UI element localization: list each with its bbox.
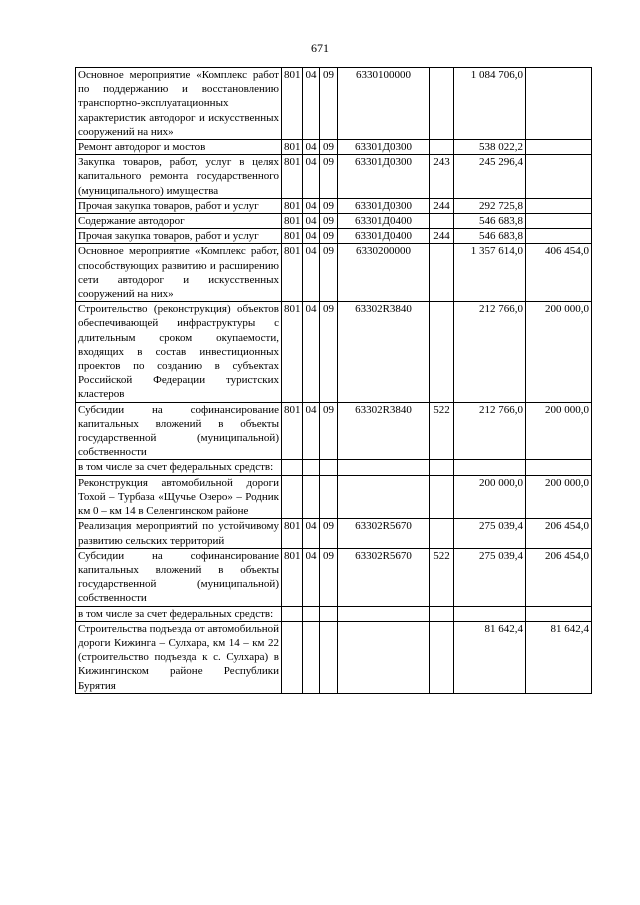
expense-type-cell: 522 xyxy=(430,402,454,460)
expense-type-cell xyxy=(430,68,454,140)
ministry-code-cell: 801 xyxy=(282,244,303,302)
ministry-code-cell xyxy=(282,606,303,621)
table-row xyxy=(76,606,592,621)
total-amount-cell: 212 766,0 xyxy=(454,302,526,402)
subsection-code-cell xyxy=(320,606,338,621)
section-code-cell: 04 xyxy=(303,229,320,244)
total-amount-cell: 275 039,4 xyxy=(454,519,526,548)
budget-table xyxy=(75,67,592,694)
target-article-cell: 6330100000 xyxy=(338,68,430,140)
section-code-cell: 04 xyxy=(303,68,320,140)
row-name-cell: Прочая закупка товаров, работ и услуг xyxy=(76,229,282,244)
table-row xyxy=(76,155,592,199)
subsection-code-cell xyxy=(320,460,338,475)
federal-amount-cell xyxy=(526,606,592,621)
total-amount-cell xyxy=(454,460,526,475)
table-row xyxy=(76,140,592,155)
federal-amount-cell xyxy=(526,140,592,155)
total-amount-cell: 200 000,0 xyxy=(454,475,526,519)
total-amount-cell xyxy=(454,606,526,621)
federal-amount-cell: 81 642,4 xyxy=(526,621,592,693)
federal-amount-cell xyxy=(526,460,592,475)
target-article-cell: 63301Д0300 xyxy=(338,140,430,155)
table-row xyxy=(76,244,592,302)
total-amount-cell: 292 725,8 xyxy=(454,198,526,213)
section-code-cell xyxy=(303,606,320,621)
row-name-cell: Содержание автодорог xyxy=(76,214,282,229)
row-name-cell: Прочая закупка товаров, работ и услуг xyxy=(76,198,282,213)
row-name-cell: Строительства подъезда от автомобильной дороги Кижинга – Сулхара, км 14 – км 22 (строительство подъезда к с. Сулхара) в Кижингинском районе Республики Бурятия xyxy=(76,621,282,693)
federal-amount-cell xyxy=(526,155,592,199)
subsection-code-cell: 09 xyxy=(320,302,338,402)
table-row xyxy=(76,475,592,519)
row-name-cell: Ремонт автодорог и мостов xyxy=(76,140,282,155)
table-row xyxy=(76,621,592,693)
subsection-code-cell: 09 xyxy=(320,244,338,302)
section-code-cell: 04 xyxy=(303,519,320,548)
total-amount-cell: 1 357 614,0 xyxy=(454,244,526,302)
ministry-code-cell: 801 xyxy=(282,548,303,606)
expense-type-cell xyxy=(430,475,454,519)
subsection-code-cell: 09 xyxy=(320,140,338,155)
target-article-cell: 63301Д0400 xyxy=(338,229,430,244)
expense-type-cell: 243 xyxy=(430,155,454,199)
federal-amount-cell xyxy=(526,229,592,244)
ministry-code-cell: 801 xyxy=(282,402,303,460)
expense-type-cell xyxy=(430,606,454,621)
subsection-code-cell xyxy=(320,621,338,693)
total-amount-cell: 245 296,4 xyxy=(454,155,526,199)
target-article-cell: 63302R5670 xyxy=(338,548,430,606)
table-row xyxy=(76,548,592,606)
table-row xyxy=(76,302,592,402)
ministry-code-cell: 801 xyxy=(282,198,303,213)
federal-amount-cell: 200 000,0 xyxy=(526,475,592,519)
ministry-code-cell xyxy=(282,475,303,519)
target-article-cell: 63301Д0300 xyxy=(338,155,430,199)
row-name-cell: Строительство (реконструкция) объектов обеспечивающей инфраструктуры с длительным сроком окупаемости, входящих в состав инвестиционных проектов по созданию в субъектах Российской Федерации туристских кластеров xyxy=(76,302,282,402)
target-article-cell xyxy=(338,460,430,475)
expense-type-cell xyxy=(430,244,454,302)
federal-amount-cell xyxy=(526,214,592,229)
federal-amount-cell xyxy=(526,68,592,140)
subsection-code-cell: 09 xyxy=(320,519,338,548)
federal-amount-cell: 200 000,0 xyxy=(526,402,592,460)
table-row xyxy=(76,214,592,229)
row-name-cell: в том числе за счет федеральных средств: xyxy=(76,606,282,621)
total-amount-cell: 1 084 706,0 xyxy=(454,68,526,140)
subsection-code-cell: 09 xyxy=(320,198,338,213)
subsection-code-cell: 09 xyxy=(320,548,338,606)
expense-type-cell xyxy=(430,140,454,155)
section-code-cell xyxy=(303,475,320,519)
federal-amount-cell: 406 454,0 xyxy=(526,244,592,302)
total-amount-cell: 546 683,8 xyxy=(454,229,526,244)
target-article-cell: 63302R3840 xyxy=(338,302,430,402)
expense-type-cell xyxy=(430,460,454,475)
budget-table-body xyxy=(76,68,592,694)
ministry-code-cell: 801 xyxy=(282,68,303,140)
table-row xyxy=(76,402,592,460)
expense-type-cell xyxy=(430,302,454,402)
table-row xyxy=(76,519,592,548)
section-code-cell: 04 xyxy=(303,244,320,302)
row-name-cell: Реализация мероприятий по устойчивому развитию сельских территорий xyxy=(76,519,282,548)
expense-type-cell xyxy=(430,621,454,693)
row-name-cell: в том числе за счет федеральных средств: xyxy=(76,460,282,475)
row-name-cell: Основное мероприятие «Комплекс работ по поддержанию и восстановлению транспортно-эксплуатационных характеристик автодорог и искусственных сооружений на них» xyxy=(76,68,282,140)
federal-amount-cell: 206 454,0 xyxy=(526,519,592,548)
section-code-cell: 04 xyxy=(303,198,320,213)
subsection-code-cell: 09 xyxy=(320,155,338,199)
row-name-cell: Реконструкция автомобильной дороги Тохой – Турбаза «Щучье Озеро» – Родник км 0 – км 14 в Селенгинском районе xyxy=(76,475,282,519)
section-code-cell: 04 xyxy=(303,214,320,229)
expense-type-cell: 244 xyxy=(430,198,454,213)
subsection-code-cell: 09 xyxy=(320,402,338,460)
federal-amount-cell: 200 000,0 xyxy=(526,302,592,402)
table-row xyxy=(76,68,592,140)
expense-type-cell xyxy=(430,519,454,548)
federal-amount-cell xyxy=(526,198,592,213)
total-amount-cell: 275 039,4 xyxy=(454,548,526,606)
ministry-code-cell: 801 xyxy=(282,302,303,402)
ministry-code-cell: 801 xyxy=(282,229,303,244)
expense-type-cell: 244 xyxy=(430,229,454,244)
ministry-code-cell: 801 xyxy=(282,214,303,229)
ministry-code-cell xyxy=(282,621,303,693)
section-code-cell: 04 xyxy=(303,548,320,606)
table-row xyxy=(76,229,592,244)
ministry-code-cell xyxy=(282,460,303,475)
ministry-code-cell: 801 xyxy=(282,519,303,548)
total-amount-cell: 546 683,8 xyxy=(454,214,526,229)
subsection-code-cell: 09 xyxy=(320,229,338,244)
section-code-cell: 04 xyxy=(303,402,320,460)
subsection-code-cell: 09 xyxy=(320,214,338,229)
total-amount-cell: 81 642,4 xyxy=(454,621,526,693)
section-code-cell: 04 xyxy=(303,155,320,199)
section-code-cell xyxy=(303,621,320,693)
table-row xyxy=(76,460,592,475)
target-article-cell: 63301Д0300 xyxy=(338,198,430,213)
total-amount-cell: 538 022,2 xyxy=(454,140,526,155)
target-article-cell xyxy=(338,606,430,621)
ministry-code-cell: 801 xyxy=(282,155,303,199)
row-name-cell: Основное мероприятие «Комплекс работ, способствующих развитию и расширению сети автодорог и искусственных сооружений на них» xyxy=(76,244,282,302)
target-article-cell: 63301Д0400 xyxy=(338,214,430,229)
row-name-cell: Субсидии на софинансирование капитальных вложений в объекты государственной (муниципальной) собственности xyxy=(76,548,282,606)
row-name-cell: Субсидии на софинансирование капитальных вложений в объекты государственной (муниципальной) собственности xyxy=(76,402,282,460)
section-code-cell: 04 xyxy=(303,140,320,155)
section-code-cell xyxy=(303,460,320,475)
expense-type-cell: 522 xyxy=(430,548,454,606)
subsection-code-cell xyxy=(320,475,338,519)
target-article-cell: 6330200000 xyxy=(338,244,430,302)
ministry-code-cell: 801 xyxy=(282,140,303,155)
table-row xyxy=(76,198,592,213)
subsection-code-cell: 09 xyxy=(320,68,338,140)
target-article-cell xyxy=(338,621,430,693)
federal-amount-cell: 206 454,0 xyxy=(526,548,592,606)
target-article-cell: 63302R3840 xyxy=(338,402,430,460)
target-article-cell xyxy=(338,475,430,519)
target-article-cell: 63302R5670 xyxy=(338,519,430,548)
expense-type-cell xyxy=(430,214,454,229)
total-amount-cell: 212 766,0 xyxy=(454,402,526,460)
section-code-cell: 04 xyxy=(303,302,320,402)
row-name-cell: Закупка товаров, работ, услуг в целях капитального ремонта государственного (муниципального) имущества xyxy=(76,155,282,199)
page-number: 671 xyxy=(311,41,329,55)
